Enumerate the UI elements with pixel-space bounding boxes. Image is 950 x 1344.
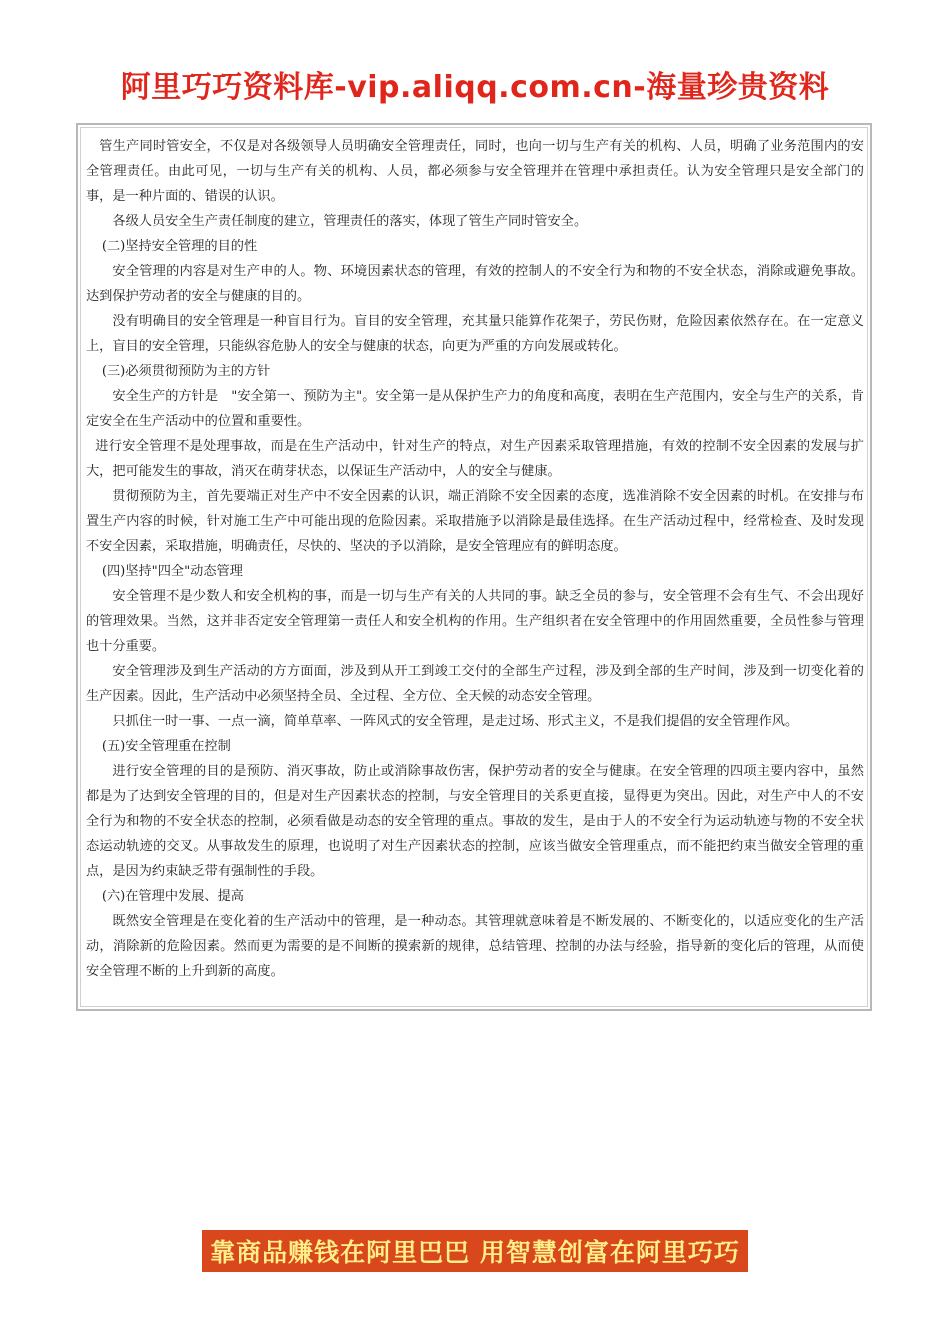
paragraph: 安全管理的内容是对生产申的人。物、环境因素状态的管理，有效的控制人的不安全行为和物的不安全状态，消除或避免事故。达到保护劳动者的安全与健康的目的。 <box>86 264 864 304</box>
paragraph: 只抓住一时一事、一点一滴，简单草率、一阵风式的安全管理，是走过场、形式主义，不是我们提倡的安全管理作风。 <box>112 714 799 729</box>
paragraph: 安全管理不是少数人和安全机构的事，而是一切与生产有关的人共同的事。缺乏全员的参与，安全管理不会有生气、不会出现好的管理效果。当然，这并非否定安全管理第一责任人和安全机构的作用。生产组织者在安全管理中的作用固然重要，全员性参与管理也十分重要。 <box>86 589 864 654</box>
paragraph: 各级人员安全生产责任制度的建立，管理责任的落实，体现了管生产同时管安全。 <box>112 214 588 229</box>
document-body <box>80 127 868 1007</box>
paragraph: 进行安全管理不是处理事故，而是在生产活动中，针对生产的特点，对生产因素采取管理措施，有效的控制不安全因素的发展与扩大，把可能发生的事故，消灭在萌芽状态，以保证生产活动中，人的安全与健康。 <box>86 439 864 479</box>
content-box <box>76 123 872 1011</box>
paragraph: 既然安全管理是在变化着的生产活动中的管理，是一种动态。其管理就意味着是不断发展的、不断变化的，以适应变化的生产活动，消除新的危险因素。然而更为需要的是不间断的摸索新的规律，总结管理、控制的办法与经验，指导新的变化后的管理，从而使安全管理不断的上升到新的高度。 <box>86 914 864 979</box>
paragraph: 安全生产的方针是 "安全第一、预防为主"。安全第一是从保护生产力的角度和高度，表明在生产范围内，安全与生产的关系，肯定安全在生产活动中的位置和重要性。 <box>86 389 864 429</box>
paragraph: 没有明确目的安全管理是一种盲目行为。盲目的安全管理，充其量只能算作花架子，劳民伤财，危险因素依然存在。在一定意义上，盲目的安全管理，只能纵容危胁人的安全与健康的状态，向更为严重的方向发展或转化。 <box>86 314 864 354</box>
paragraph: 管生产同时管安全，不仅是对各级领导人员明确安全管理责任，同时，也向一切与生产有关的机构、人员，明确了业务范围内的安全管理责任。由此可见，一切与生产有关的机构、人员，都必须参与安全管理并在管理中承担责任。认为安全管理只是安全部门的事，是一种片面的、错误的认识。 <box>86 139 864 204</box>
paragraph: 进行安全管理的目的是预防、消灭事故，防止或消除事故伤害，保护劳动者的安全与健康。在安全管理的四项主要内容中，虽然都是为了达到安全管理的目的，但是对生产因素状态的控制，与安全管理目的关系更直接，显得更为突出。因此，对生产中人的不安全行为和物的不安全状态的控制，必须看做是动态的安全管理的重点。事故的发生，是由于人的不安全行为运动轨迹与物的不安全状态运动轨迹的交叉。从事故发生的原理，也说明了对生产因素状态的控制，应该当做安全管理重点，而不能把约束当做安全管理的重点，是因为约束缺乏带有强制性的手段。 <box>86 764 864 879</box>
footer-banner <box>0 1230 950 1272</box>
section-heading: (五)安全管理重在控制 <box>101 739 231 754</box>
section-heading: (二)坚持安全管理的目的性 <box>101 239 258 254</box>
paragraph: 安全管理涉及到生产活动的方方面面，涉及到从开工到竣工交付的全部生产过程，涉及到全部的生产时间，涉及到一切变化着的生产因素。因此，生产活动中必须坚持全员、全过程、全方位、全天候的动态安全管理。 <box>86 664 864 704</box>
paragraph: 贯彻预防为主，首先要端正对生产中不安全因素的认识，端正消除不安全因素的态度，选准消除不安全因素的时机。在安排与布置生产内容的时候，针对施工生产中可能出现的危险因素。采取措施予以消除是最佳选择。在生产活动过程中，经常检查、及时发现不安全因素，采取措施，明确责任，尽快的、坚决的予以消除，是安全管理应有的鲜明态度。 <box>86 489 864 554</box>
section-heading: (六)在管理中发展、提高 <box>101 889 244 904</box>
header-banner: 阿里巧巧资料库-vip.aliqq.com.cn-海量珍贵资料 <box>120 70 830 105</box>
section-heading: (三)必须贯彻预防为主的方针 <box>101 364 271 379</box>
footer-banner-text: 靠商品赚钱在阿里巴巴 用智慧创富在阿里巧巧 <box>202 1230 748 1272</box>
section-heading: (四)坚持"四全"动态管理 <box>101 564 243 579</box>
